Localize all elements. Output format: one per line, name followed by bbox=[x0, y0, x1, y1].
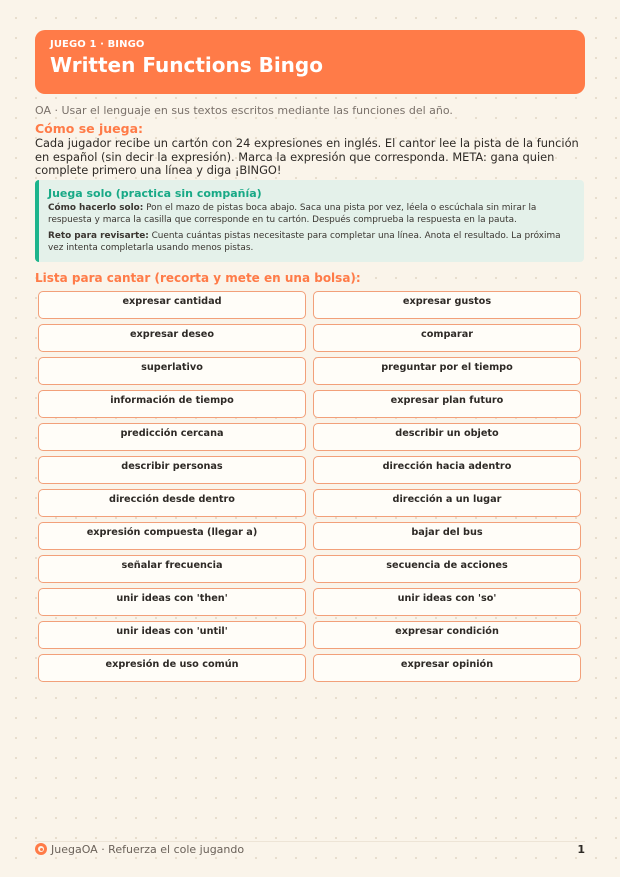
call-list-item: describir personas bbox=[38, 456, 306, 484]
solo-review-label: Reto para revisarte: bbox=[48, 231, 149, 241]
call-list-item: dirección a un lugar bbox=[313, 489, 581, 517]
solo-how-line bbox=[48, 202, 574, 226]
call-list-item: señalar frecuencia bbox=[38, 555, 306, 583]
call-list-item: expresión de uso común bbox=[38, 654, 306, 682]
footer-brand: JuegaOA · Refuerza el cole jugando bbox=[51, 843, 245, 856]
solo-review-text: Cuenta cuántas pistas necesitaste para completar una línea. Anota el resultado. La próxima vez intenta completarla usando menos pistas. bbox=[48, 231, 561, 253]
page-number: 1 bbox=[577, 843, 585, 856]
footer bbox=[35, 843, 585, 857]
page-title: Written Functions Bingo bbox=[50, 53, 323, 77]
call-list-grid bbox=[38, 291, 583, 686]
call-list-item: expresar plan futuro bbox=[313, 390, 581, 418]
call-list-item: superlativo bbox=[38, 357, 306, 385]
call-list-item: secuencia de acciones bbox=[313, 555, 581, 583]
call-list-item: dirección desde dentro bbox=[38, 489, 306, 517]
call-list-item: unir ideas con 'until' bbox=[38, 621, 306, 649]
call-list-item: predicción cercana bbox=[38, 423, 306, 451]
call-list-item: bajar del bus bbox=[313, 522, 581, 550]
call-list-item: expresar gustos bbox=[313, 291, 581, 319]
call-list-item: expresar opinión bbox=[313, 654, 581, 682]
call-list-item: expresar deseo bbox=[38, 324, 306, 352]
call-list-item: unir ideas con 'then' bbox=[38, 588, 306, 616]
objective-text: OA · Usar el lenguaje en sus textos escritos mediante las funciones del año. bbox=[35, 104, 453, 117]
call-list-item: expresión compuesta (llegar a) bbox=[38, 522, 306, 550]
solo-how-text: Pon el mazo de pistas boca abajo. Saca una pista por vez, léela o escúchala sin mirar la respuesta y marca la casilla que corresponde en tu cartón. Después comprueba la respuesta en la pauta. bbox=[48, 203, 537, 225]
how-to-play-text: Cada jugador recibe un cartón con 24 expresiones en inglés. El cantor lee la pista de la función en español (sin decir la expresión). Marca la expresión que corresponda. META: gana quien complete primero una línea y diga ¡BINGO! bbox=[35, 136, 579, 177]
call-list-heading: Lista para cantar (recorta y mete en una bolsa): bbox=[35, 271, 361, 285]
call-list-item: describir un objeto bbox=[313, 423, 581, 451]
header-banner bbox=[35, 30, 585, 94]
call-list-item: información de tiempo bbox=[38, 390, 306, 418]
target-logo-icon bbox=[35, 843, 47, 855]
call-list-item: unir ideas con 'so' bbox=[313, 588, 581, 616]
solo-how-label: Cómo hacerlo solo: bbox=[48, 203, 144, 213]
call-list-item: expresar cantidad bbox=[38, 291, 306, 319]
call-list-item: comparar bbox=[313, 324, 581, 352]
solo-review-line bbox=[48, 230, 574, 254]
solo-play-box bbox=[35, 180, 584, 262]
call-list-item: preguntar por el tiempo bbox=[313, 357, 581, 385]
solo-heading: Juega solo (practica sin compañía) bbox=[48, 187, 262, 200]
footer-divider bbox=[35, 841, 585, 842]
call-list-item: dirección hacia adentro bbox=[313, 456, 581, 484]
game-kicker: JUEGO 1 · BINGO bbox=[50, 39, 145, 50]
call-list-item: expresar condición bbox=[313, 621, 581, 649]
how-to-play-heading: Cómo se juega: bbox=[35, 121, 144, 136]
